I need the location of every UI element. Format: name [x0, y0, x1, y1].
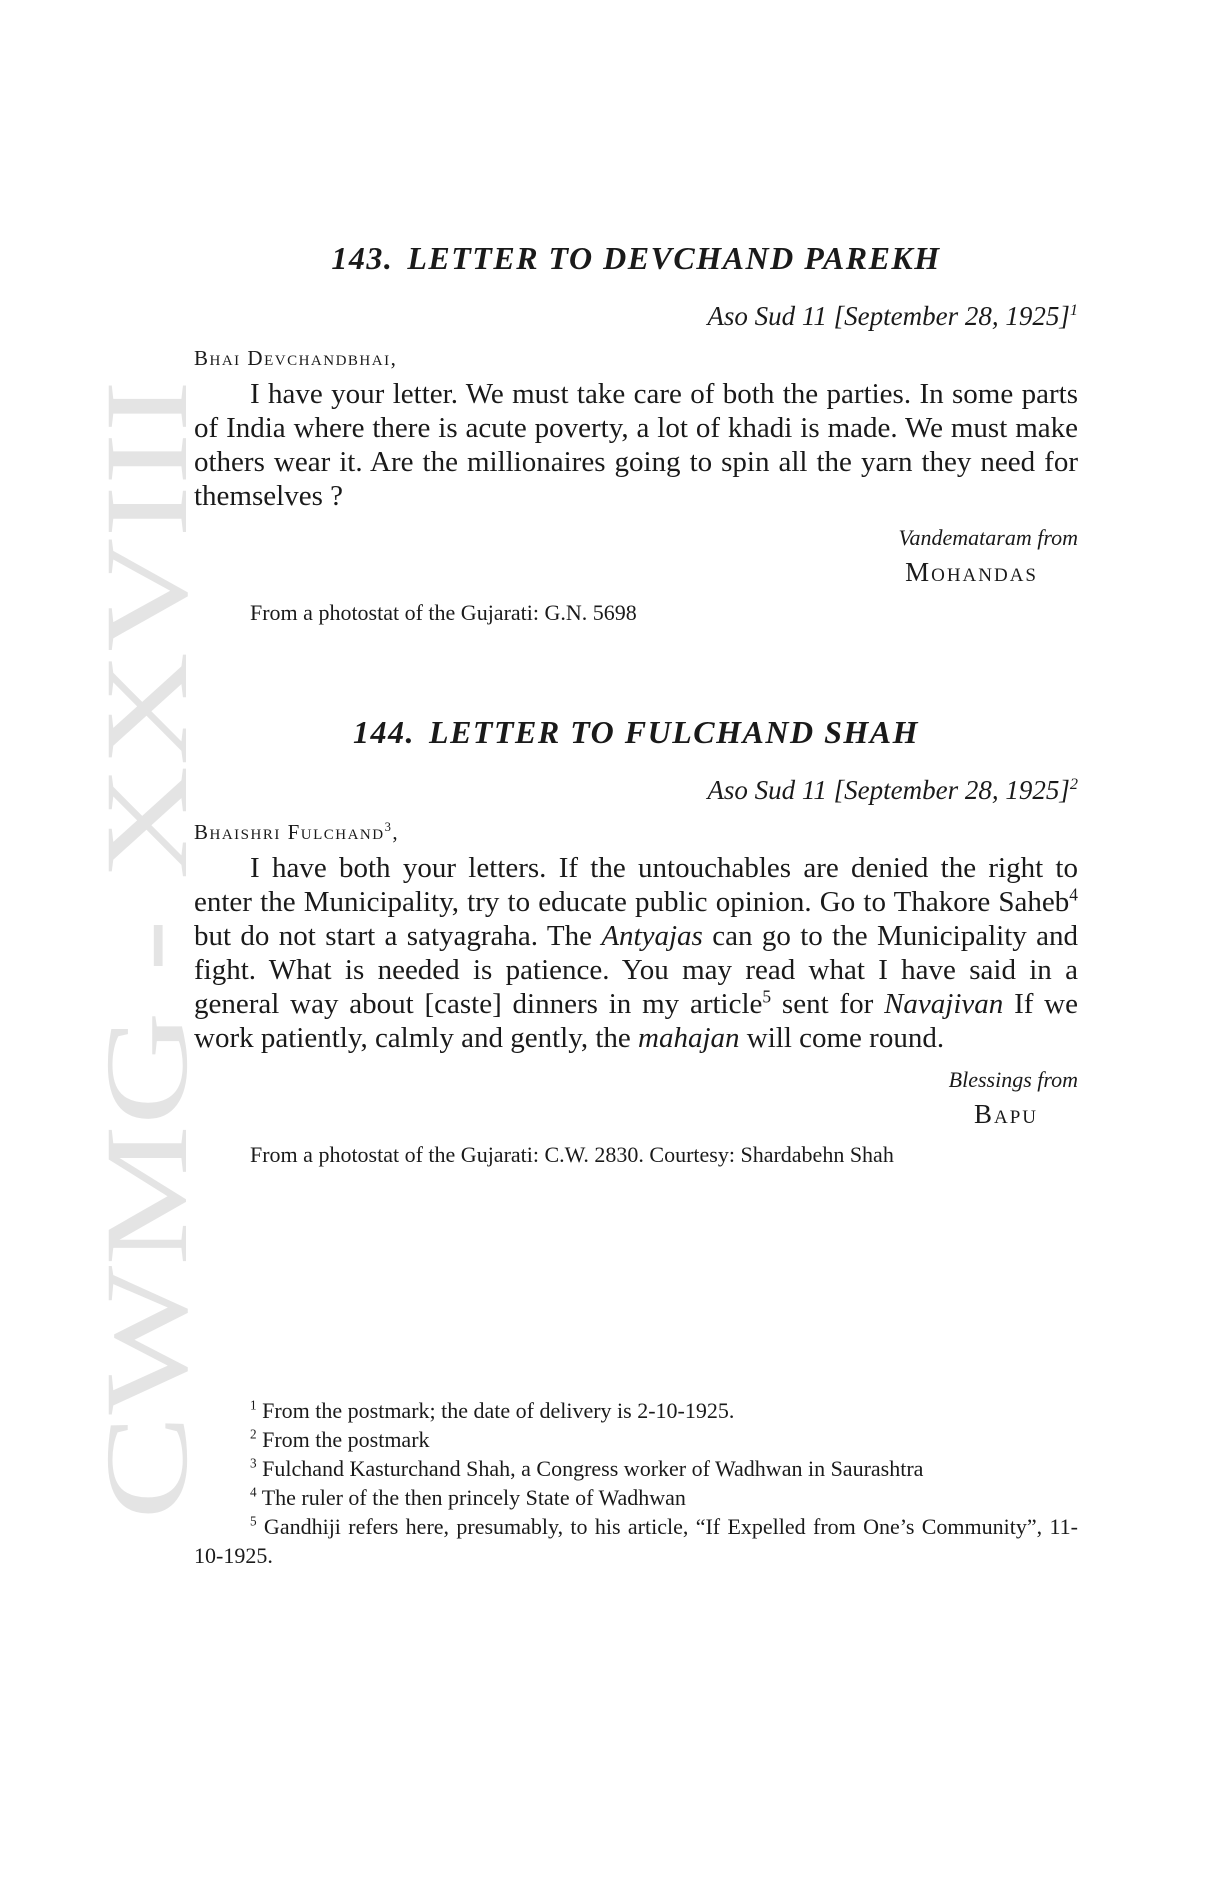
- footnote-number: 3: [250, 1455, 257, 1471]
- footnotes: [194, 1396, 1078, 1570]
- salutation-text: Bhaishri Fulchand: [194, 820, 385, 844]
- footnote-ref: 5: [762, 986, 772, 1007]
- signature: Bapu: [973, 1099, 1038, 1129]
- letter-144: [194, 714, 1078, 1168]
- letter-date: [194, 301, 1078, 332]
- letter-date-text: Aso Sud 11 [September 28, 1925]: [707, 301, 1070, 331]
- letter-body: [194, 851, 1078, 1055]
- signature: Mohandas: [905, 557, 1038, 587]
- footnote-ref: 1: [1069, 301, 1078, 319]
- body-segment: I have both your letters. If the untouchables are denied the right to enter the Municipality, try to educate public opinion. Go to Thakore Saheb: [194, 852, 1078, 918]
- source-note: From a photostat of the Gujarati: C.W. 2830. Courtesy: Shardabehn Shah: [250, 1142, 894, 1167]
- footnote-number: 4: [250, 1484, 257, 1500]
- salutation-tail: ,: [392, 820, 400, 844]
- body-segment: but do not start a satyagraha. The: [194, 920, 602, 952]
- salutation: [194, 820, 1078, 845]
- letter-title: [194, 240, 1078, 277]
- letter-body: I have your letter. We must take care of both the parties. In some parts of India where there is acute poverty, a lot of khadi is made. We must make others wear it. Are the millionaires going to spin all the yarn they need for themselves ?: [194, 378, 1078, 512]
- footnote-number: 2: [250, 1426, 257, 1442]
- page-content: [194, 240, 1078, 1168]
- closing: Blessings from: [948, 1067, 1078, 1092]
- body-segment: will come round.: [739, 1022, 945, 1054]
- letter-title-text: LETTER TO DEVCHAND PAREKH: [407, 240, 941, 276]
- source-note: From a photostat of the Gujarati: G.N. 5698: [250, 600, 637, 625]
- footnote-number: 5: [250, 1513, 257, 1529]
- footnote-text: From the postmark; the date of delivery is 2-10-1925.: [256, 1398, 735, 1423]
- footnote-number: 1: [250, 1397, 257, 1413]
- footnote-text: Gandhiji refers here, presumably, to his article, “If Expelled from One’s Community”, 11-10-1925.: [194, 1514, 1078, 1568]
- italic-term: Antyajas: [601, 920, 703, 952]
- footnote-2: [194, 1425, 1078, 1454]
- italic-term: Navajivan: [884, 988, 1004, 1020]
- footnote-5: [194, 1512, 1078, 1570]
- letter-title: [194, 714, 1078, 751]
- letter-number: 144.: [353, 714, 416, 750]
- footnote-ref: 4: [1069, 884, 1078, 905]
- footnote-ref: 2: [1069, 775, 1078, 793]
- letter-number: 143.: [331, 240, 394, 276]
- body-segment: sent for: [771, 988, 885, 1020]
- footnote-1: [194, 1396, 1078, 1425]
- letter-date: [194, 775, 1078, 806]
- footnote-3: [194, 1454, 1078, 1483]
- footnote-ref: 3: [384, 820, 393, 834]
- footnote-text: The ruler of the then princely State of Wadhwan: [256, 1485, 686, 1510]
- footnote-text: Fulchand Kasturchand Shah, a Congress worker of Wadhwan in Saurashtra: [256, 1456, 924, 1481]
- body-segment: If we work patiently, calmly and gently, the: [194, 988, 1079, 1054]
- letter-143: [194, 240, 1078, 626]
- italic-term: mahajan: [638, 1022, 740, 1054]
- letter-title-text: LETTER TO FULCHAND SHAH: [429, 714, 919, 750]
- letter-date-text: Aso Sud 11 [September 28, 1925]: [707, 775, 1070, 805]
- watermark-text: CWMG - XXVIII: [81, 667, 212, 1520]
- footnote-4: [194, 1483, 1078, 1512]
- salutation: Bhai Devchandbhai,: [194, 346, 398, 370]
- closing: Vandemataram from: [898, 525, 1078, 550]
- body-segment: can go to the Municipality and fight. What is needed is patience. You may read what I have said in a general way about [caste] dinners in my article: [194, 920, 1079, 1020]
- footnote-text: From the postmark: [256, 1427, 430, 1452]
- watermark: [81, 380, 212, 1520]
